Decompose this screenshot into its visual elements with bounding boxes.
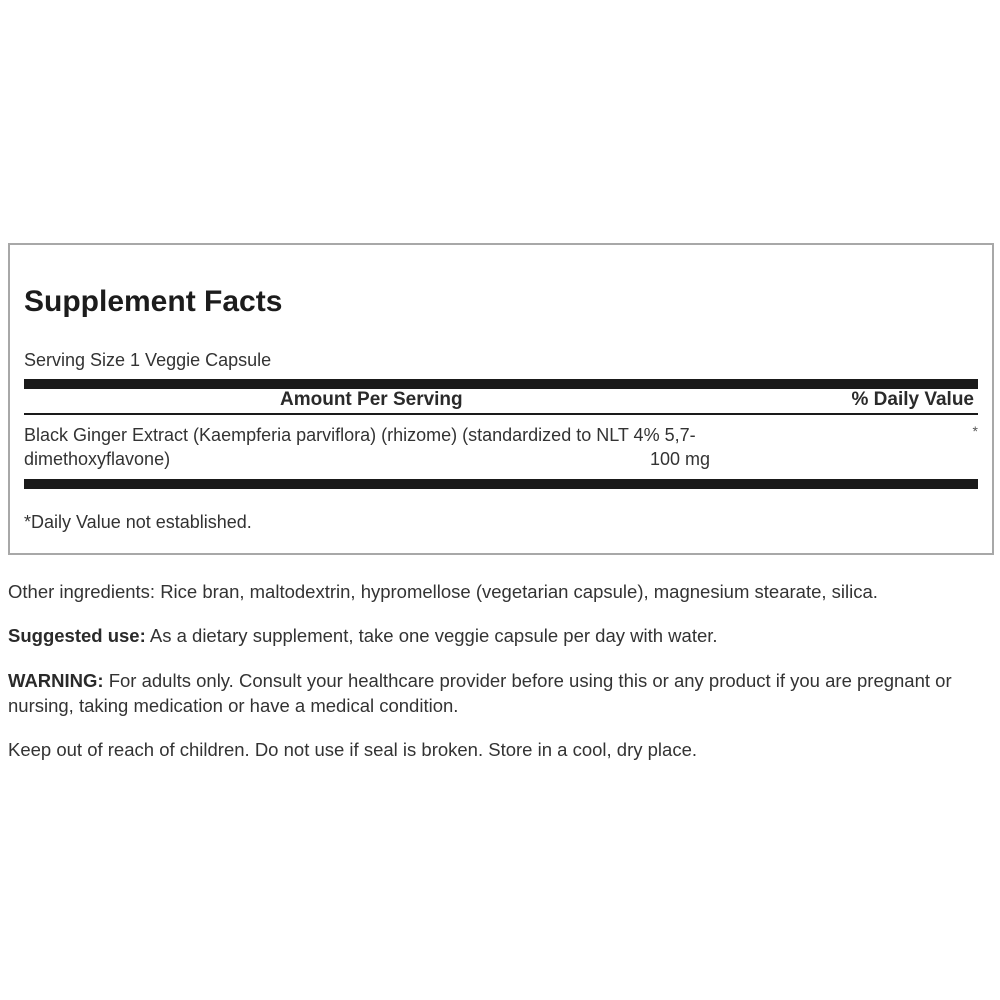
divider-thick-top xyxy=(24,379,978,389)
supplement-facts-panel xyxy=(8,243,994,555)
warning xyxy=(8,668,988,718)
daily-value-footnote: *Daily Value not established. xyxy=(24,512,252,532)
storage-instructions: Keep out of reach of children. Do not use if seal is broken. Store in a cool, dry place. xyxy=(8,739,697,760)
divider-thick-bottom xyxy=(24,479,978,489)
ingredient-amount: 100 mg xyxy=(650,449,711,469)
suggested-use xyxy=(8,623,988,648)
warning-text: For adults only. Consult your healthcare provider before using this or any product if you are pregnant or nursing, taking medication or have a medical condition. xyxy=(8,670,952,716)
facts-title: Supplement Facts xyxy=(24,285,283,318)
warning-label: WARNING: xyxy=(8,670,104,691)
amount-per-serving-header: Amount Per Serving xyxy=(280,389,463,410)
serving-size: Serving Size 1 Veggie Capsule xyxy=(24,350,272,370)
ingredient-daily-value: * xyxy=(972,423,978,439)
divider-thin xyxy=(24,413,978,415)
daily-value-header: % Daily Value xyxy=(851,389,974,410)
suggested-use-label: Suggested use: xyxy=(8,625,146,646)
other-ingredients: Other ingredients: Rice bran, maltodextrin, hypromellose (vegetarian capsule), magnesium stearate, silica. xyxy=(8,581,878,602)
suggested-use-text: As a dietary supplement, take one veggie capsule per day with water. xyxy=(145,625,718,646)
ingredient-name: Black Ginger Extract (Kaempferia parviflora) (rhizome) (standardized to NLT 4% 5,7-dimethoxyflavone) xyxy=(24,425,696,469)
